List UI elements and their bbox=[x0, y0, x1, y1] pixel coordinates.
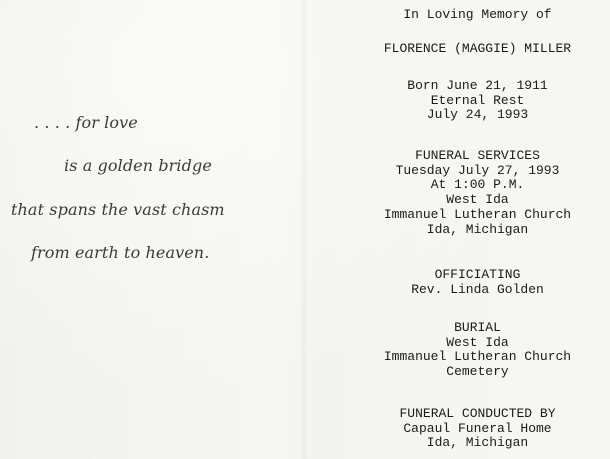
officiating-label: OFFICIATING bbox=[434, 267, 521, 282]
funeral-home-name: Capaul Funeral Home bbox=[403, 420, 552, 436]
memorial-heading-block bbox=[345, 8, 610, 23]
birth-date: Born June 21, 1911 bbox=[407, 78, 548, 93]
funeral-place-line-3: Ida, Michigan bbox=[426, 221, 529, 237]
eternal-rest-label: Eternal Rest bbox=[430, 92, 525, 108]
conducted-by-label: FUNERAL CONDUCTED BY bbox=[399, 406, 556, 421]
funeral-date: Tuesday July 27, 1993 bbox=[395, 162, 560, 178]
burial-block bbox=[345, 321, 610, 380]
funeral-time: At 1:00 P.M. bbox=[430, 177, 525, 193]
deceased-name: FLORENCE (MAGGIE) MILLER bbox=[383, 41, 572, 56]
poem-line-4: from earth to heaven. bbox=[31, 243, 210, 262]
funeral-place-line-2: Immanuel Lutheran Church bbox=[383, 206, 572, 222]
poem-line-3: that spans the vast chasm bbox=[11, 200, 225, 219]
service-details-panel bbox=[345, 0, 610, 459]
officiant-name: Rev. Linda Golden bbox=[411, 281, 544, 297]
funeral-services-block bbox=[345, 149, 610, 237]
card-fold bbox=[300, 0, 308, 459]
conducted-by-block bbox=[345, 407, 610, 451]
burial-line-3: Cemetery bbox=[446, 364, 509, 380]
deceased-name-block bbox=[345, 42, 610, 57]
funeral-place-line-1: West Ida bbox=[446, 192, 509, 208]
burial-label: BURIAL bbox=[454, 320, 501, 335]
eternal-rest-date: July 24, 1993 bbox=[426, 107, 529, 123]
dates-block bbox=[345, 79, 610, 123]
funeral-home-location: Ida, Michigan bbox=[426, 435, 529, 451]
burial-line-1: West Ida bbox=[446, 334, 509, 350]
funeral-services-label: FUNERAL SERVICES bbox=[415, 148, 540, 163]
memorial-heading: In Loving Memory of bbox=[403, 7, 552, 22]
poem-line-2: is a golden bridge bbox=[64, 156, 212, 175]
burial-line-2: Immanuel Lutheran Church bbox=[383, 349, 572, 365]
poem-panel bbox=[0, 0, 280, 459]
officiating-block bbox=[345, 268, 610, 297]
poem-line-1: . . . . for love bbox=[34, 113, 138, 132]
